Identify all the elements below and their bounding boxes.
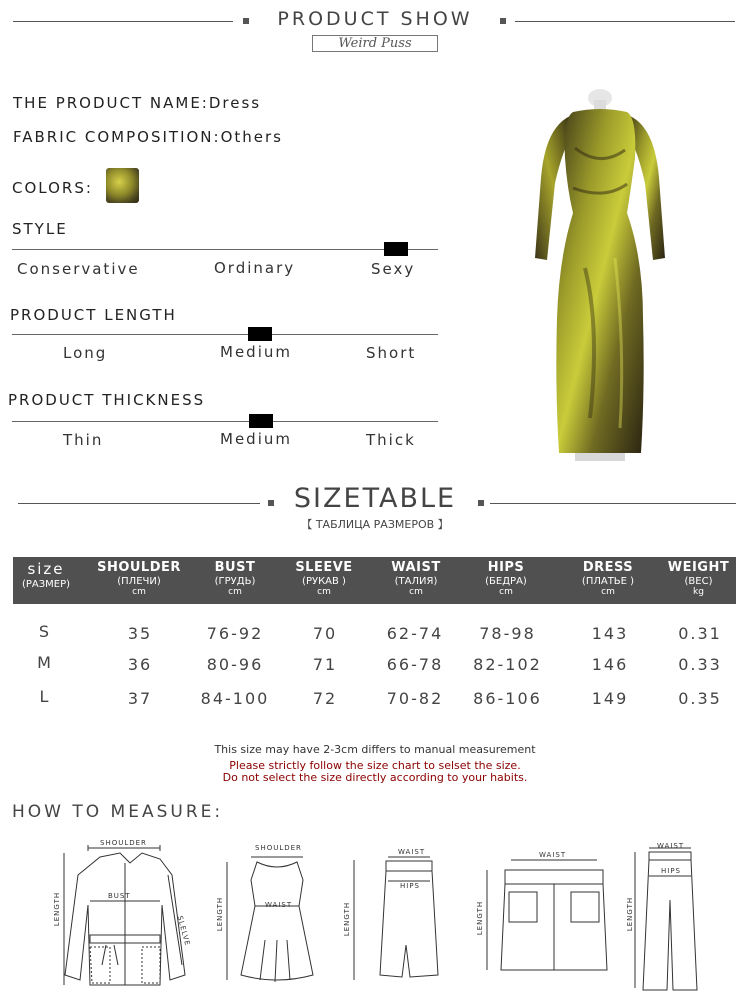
jacket-sleeve-label: SLELVE	[175, 914, 192, 948]
col-hips: HIPS (БЕДРА) cm	[485, 560, 527, 597]
pants-hips-label: HIPS	[661, 867, 681, 875]
col-sleeve: SLEEVE (РУКАВ ) cm	[295, 560, 353, 597]
colors-label: COLORS:	[12, 179, 93, 197]
pants-waist-label: WAIST	[657, 842, 685, 850]
style-selected-marker	[384, 242, 408, 256]
dress-length-label: LENGTH	[216, 896, 225, 932]
measure-figure-pants	[625, 840, 715, 995]
style-title: STYLE	[12, 220, 68, 238]
header-rule-left	[13, 21, 233, 22]
measurement-note: This size may have 2-3cm differs to manual measurement	[214, 743, 536, 756]
row-l-hips: 86-106	[473, 689, 542, 708]
row-s-shoulder: 35	[127, 624, 153, 643]
skirt-hips-label: HIPS	[400, 882, 420, 890]
jacket-length-label: LENGTH	[53, 891, 62, 927]
row-l-weight: 0.35	[678, 689, 722, 708]
length-option-medium: Medium	[220, 343, 292, 361]
page-title: PRODUCT SHOW	[277, 8, 473, 30]
length-selected-marker	[248, 327, 272, 341]
col-weight: WEIGHT (ВЕС) kg	[667, 560, 730, 597]
row-s-hips: 78-98	[479, 624, 536, 643]
col-waist: WAIST (ТАЛИЯ) cm	[391, 560, 441, 597]
row-l-shoulder: 37	[127, 689, 153, 708]
row-m-hips: 82-102	[473, 655, 542, 674]
header-dot-right	[500, 18, 506, 24]
thickness-selected-marker	[249, 414, 273, 428]
row-l-bust: 84-100	[200, 689, 270, 708]
header-rule-right	[515, 21, 735, 22]
style-scale-line	[12, 249, 438, 250]
row-l-size: L	[39, 687, 51, 706]
sizetable-dot-right	[478, 500, 484, 506]
style-option-ordinary: Ordinary	[214, 259, 296, 277]
jacket-shoulder-label: SHOULDER	[100, 839, 147, 847]
size-warning-1: Please strictly follow the size chart to selset the size.	[229, 759, 521, 772]
how-to-measure-title: HOW TO MEASURE:	[12, 802, 224, 822]
thickness-title: PRODUCT THICKNESS	[8, 391, 206, 409]
sizetable-subtitle: 【 ТАБЛИЦА РАЗМЕРОВ 】	[301, 518, 449, 531]
sizetable-title: SIZETABLE	[293, 483, 457, 514]
col-bust: BUST (ГРУДЬ) cm	[214, 560, 256, 597]
fabric-composition: FABRIC COMPOSITION:Others	[13, 128, 283, 146]
size-table-header	[13, 557, 736, 604]
row-m-weight: 0.33	[678, 655, 722, 674]
col-dress: DRESS (ПЛАТЬЕ ) cm	[581, 560, 635, 597]
sizetable-rule-left	[18, 503, 260, 504]
length-title: PRODUCT LENGTH	[10, 306, 177, 324]
measure-figure-miniskirt	[475, 848, 615, 978]
row-s-size: S	[38, 622, 52, 641]
thickness-option-thick: Thick	[366, 431, 416, 449]
row-s-waist: 62-74	[386, 624, 444, 643]
thickness-option-medium: Medium	[220, 430, 292, 448]
row-m-waist: 66-78	[386, 655, 444, 674]
jacket-bust-label: BUST	[108, 892, 131, 900]
product-name: THE PRODUCT NAME:Dress	[13, 94, 262, 112]
row-s-sleeve: 70	[312, 624, 338, 643]
dress-shoulder-label: SHOULDER	[255, 844, 302, 852]
dress-waist-label: WAIST	[265, 901, 293, 909]
brand-subtitle: Weird Puss	[312, 35, 438, 52]
miniskirt-waist-label: WAIST	[539, 851, 567, 859]
size-warning-2: Do not select the size directly according to your habits.	[222, 771, 528, 784]
product-photo	[515, 88, 685, 473]
measure-figure-skirt	[340, 845, 450, 990]
row-s-weight: 0.31	[678, 624, 722, 643]
style-option-sexy: Sexy	[371, 260, 416, 278]
measure-figure-jacket	[50, 835, 200, 995]
pants-length-label: LENGTH	[626, 896, 635, 932]
col-size: size (РАЗМЕР)	[21, 560, 71, 590]
row-s-bust: 76-92	[206, 624, 264, 643]
length-option-long: Long	[63, 344, 108, 362]
row-l-sleeve: 72	[312, 689, 338, 708]
length-scale-line	[12, 334, 438, 335]
sizetable-rule-right	[490, 503, 736, 504]
row-s-dress: 143	[591, 624, 629, 643]
row-m-shoulder: 36	[127, 655, 153, 674]
row-l-dress: 149	[591, 689, 629, 708]
length-option-short: Short	[366, 344, 417, 362]
style-option-conservative: Conservative	[17, 260, 140, 278]
miniskirt-length-label: LENGTH	[476, 900, 485, 936]
row-l-waist: 70-82	[386, 689, 444, 708]
col-shoulder: SHOULDER (ПЛЕЧИ) cm	[97, 560, 181, 597]
header-dot-left	[243, 18, 249, 24]
skirt-waist-label: WAIST	[398, 848, 426, 856]
row-m-dress: 146	[591, 655, 629, 674]
thickness-option-thin: Thin	[63, 431, 104, 449]
row-m-sleeve: 71	[312, 655, 338, 674]
skirt-length-label: LENGTH	[343, 901, 352, 937]
row-m-size: M	[37, 653, 53, 672]
row-m-bust: 80-96	[206, 655, 264, 674]
measure-figure-dress	[215, 840, 315, 990]
thickness-scale-line	[12, 421, 438, 422]
color-swatch[interactable]	[106, 168, 139, 203]
